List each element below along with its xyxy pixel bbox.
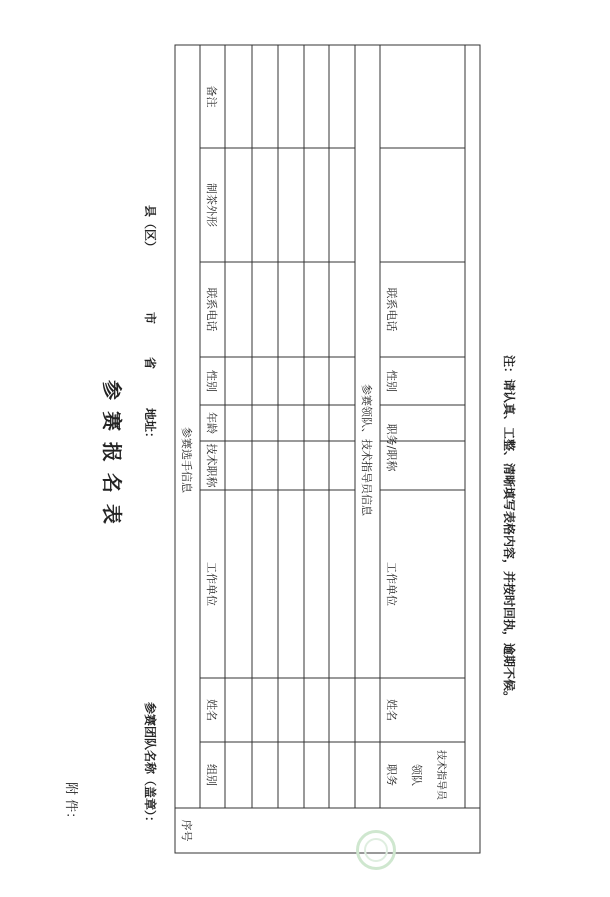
contestant-section-header: 参赛选手信息 [180,427,194,493]
leader-row-team-leader: 领队 [410,764,424,786]
leader-col-position-title: 职务/职称 [385,423,399,472]
leader-col-employer: 工作单位 [385,562,399,606]
address-province: 省 [143,357,157,370]
contestant-col-title: 技术职称 [205,443,219,488]
contestant-col-tea-shape: 制茶外形 [205,183,219,227]
address-label: 地址： [143,408,157,445]
leader-col-position: 职务 [385,764,399,786]
leader-section-header: 参赛领队、技术指导员信息 [360,384,374,516]
contestant-col-remarks: 备注 [205,85,219,108]
contestant-col-age: 年龄 [205,412,219,434]
page-title: 参 赛 报 名 表 [100,380,124,526]
serial-header: 序号 [180,819,194,842]
leader-col-gender: 性别 [385,370,399,392]
leader-col-name: 姓名 [385,699,399,721]
watermark-seal [356,830,396,870]
group-header: 组别 [205,764,219,786]
footer-note: 注：请认真、工整、清晰填写表格内容，并按时回执，逾期不候。 [502,355,516,704]
team-name-label: 参赛团队名称（盖章）： [143,702,157,829]
contestant-col-gender: 性别 [205,370,219,392]
address-county: 县（区） [143,205,157,254]
contestant-col-phone: 联系电话 [205,287,219,332]
contestant-col-name: 姓名 [205,699,219,721]
leader-row-technical-instructor: 技术指导员 [435,750,446,800]
contestant-col-employer: 工作单位 [205,562,219,606]
leader-col-phone: 联系电话 [385,287,399,332]
attachment-label: 附 件： [63,782,78,826]
address-city: 市 [143,312,157,325]
